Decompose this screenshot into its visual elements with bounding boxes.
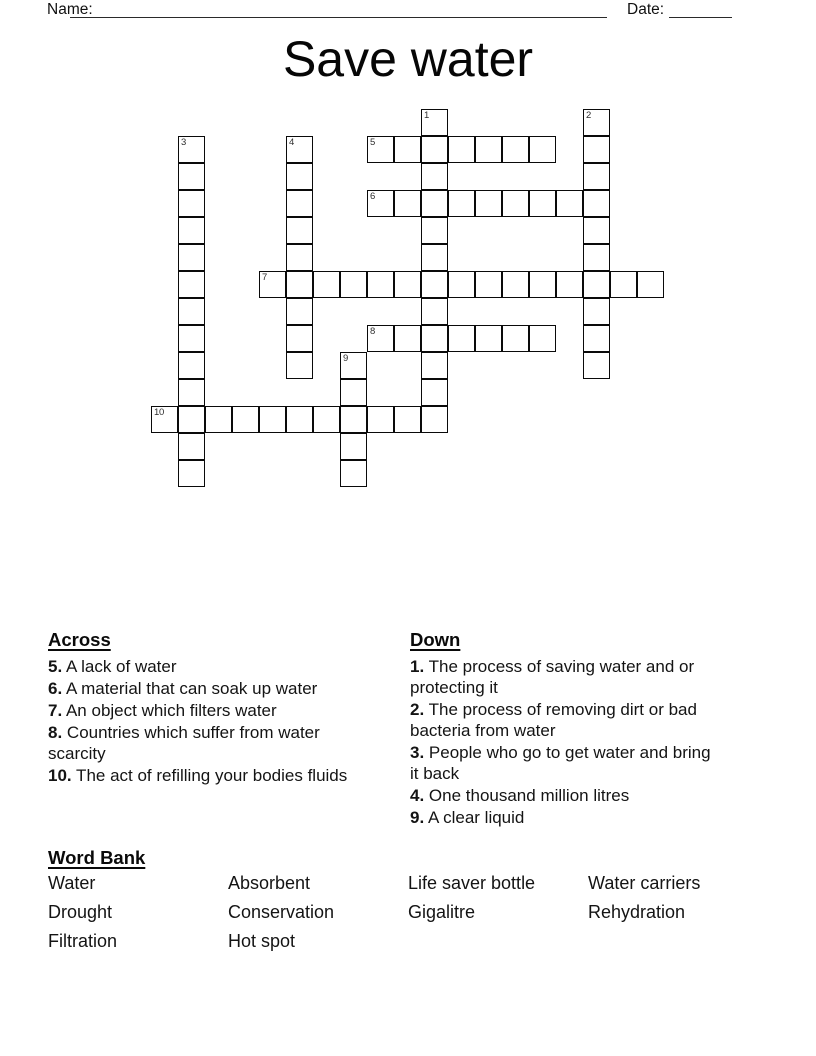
grid-cell <box>421 163 448 190</box>
grid-cell <box>286 217 313 244</box>
crossword-grid <box>151 109 664 487</box>
grid-cell <box>394 190 421 217</box>
word-bank-word: Life saver bottle <box>408 873 536 893</box>
grid-cell <box>475 190 502 217</box>
grid-cell <box>529 271 556 298</box>
grid-cell <box>286 298 313 325</box>
grid-cell-number: 3 <box>181 136 186 148</box>
grid-cell <box>421 271 448 298</box>
grid-cell <box>394 136 421 163</box>
grid-cell <box>367 325 394 352</box>
grid-cell <box>340 433 367 460</box>
grid-cell <box>178 406 205 433</box>
grid-cell <box>583 190 610 217</box>
down-clue-3 <box>410 742 712 784</box>
grid-cell <box>178 271 205 298</box>
grid-cell <box>583 163 610 190</box>
grid-cell <box>583 352 610 379</box>
grid-cell <box>610 271 637 298</box>
date-label: Date: <box>627 1 665 18</box>
grid-cell <box>583 271 610 298</box>
grid-cell <box>448 271 475 298</box>
across-clue-8 <box>48 722 362 764</box>
grid-cell <box>502 271 529 298</box>
grid-cell-number: 8 <box>370 325 375 337</box>
grid-cell <box>556 190 583 217</box>
grid-cell <box>529 325 556 352</box>
grid-cell <box>421 109 448 136</box>
grid-cell <box>259 271 286 298</box>
word-bank <box>48 869 768 969</box>
grid-cell <box>178 244 205 271</box>
grid-cell <box>286 190 313 217</box>
grid-cell <box>583 298 610 325</box>
grid-cell <box>313 271 340 298</box>
grid-cell <box>205 406 232 433</box>
word-bank-word: Hot spot <box>228 931 296 951</box>
grid-cell <box>340 271 367 298</box>
grid-cell <box>286 244 313 271</box>
grid-cell <box>421 190 448 217</box>
word-bank-column <box>408 869 535 927</box>
clue-text: Countries which suffer from water scarcity <box>48 723 320 763</box>
grid-cell <box>340 460 367 487</box>
down-heading: Down <box>410 629 461 650</box>
grid-cell <box>259 406 286 433</box>
clue-text: The act of refilling your bodies fluids <box>71 766 348 785</box>
across-heading: Across <box>48 629 111 650</box>
grid-cell <box>286 352 313 379</box>
grid-cell <box>394 406 421 433</box>
word-bank-word: Absorbent <box>228 873 311 893</box>
grid-cell <box>529 190 556 217</box>
clue-number: 4. <box>410 786 425 805</box>
word-bank-word: Rehydration <box>588 902 686 922</box>
across-clue-10 <box>48 765 362 786</box>
clue-text: A lack of water <box>62 657 177 676</box>
grid-cell <box>232 406 259 433</box>
grid-cell <box>421 136 448 163</box>
grid-cell <box>286 406 313 433</box>
grid-cell <box>448 136 475 163</box>
clue-number: 10. <box>48 766 72 785</box>
grid-cell <box>178 163 205 190</box>
grid-cell <box>178 352 205 379</box>
clue-number: 8. <box>48 723 63 742</box>
grid-cell-number: 9 <box>343 352 348 364</box>
down-clue-list <box>410 656 712 828</box>
grid-cell <box>286 325 313 352</box>
grid-cell-number: 7 <box>262 271 267 283</box>
grid-cell <box>448 325 475 352</box>
clue-number: 2. <box>410 700 425 719</box>
name-blank-line <box>70 2 607 18</box>
grid-cell <box>340 379 367 406</box>
grid-cell-number: 6 <box>370 190 375 202</box>
word-bank-word: Conservation <box>228 902 335 922</box>
clue-number: 7. <box>48 701 63 720</box>
clue-number: 1. <box>410 657 425 676</box>
grid-cell <box>421 325 448 352</box>
grid-cell <box>502 136 529 163</box>
word-bank-column <box>48 869 117 956</box>
clue-text: A material that can soak up water <box>62 679 318 698</box>
grid-cell <box>583 109 610 136</box>
down-clue-4 <box>410 785 712 806</box>
grid-cell <box>286 271 313 298</box>
grid-cell <box>421 352 448 379</box>
down-clue-2 <box>410 699 712 741</box>
clue-number: 3. <box>410 743 425 762</box>
grid-cell <box>421 217 448 244</box>
word-bank-word: Water <box>48 873 96 893</box>
grid-cell <box>313 406 340 433</box>
grid-cell <box>178 190 205 217</box>
down-clue-9 <box>410 807 712 828</box>
clue-text: The process of removing dirt or bad bacteria from water <box>410 700 697 740</box>
grid-cell <box>151 406 178 433</box>
word-bank-column <box>228 869 334 956</box>
grid-cell-number: 4 <box>289 136 294 148</box>
grid-cell <box>394 325 421 352</box>
grid-cell <box>178 136 205 163</box>
grid-cell <box>475 136 502 163</box>
grid-cell <box>529 136 556 163</box>
across-clue-6 <box>48 678 362 699</box>
grid-cell <box>394 271 421 298</box>
across-clue-list <box>48 656 362 786</box>
word-bank-word: Gigalitre <box>408 902 476 922</box>
clue-text: People who go to get water and bring it back <box>410 743 711 783</box>
clue-text: An object which filters water <box>62 701 277 720</box>
grid-cell <box>637 271 664 298</box>
grid-cell-number: 2 <box>586 109 591 121</box>
grid-cell <box>340 406 367 433</box>
grid-cell <box>340 352 367 379</box>
grid-cell <box>583 325 610 352</box>
across-section <box>48 629 362 787</box>
grid-cell <box>367 136 394 163</box>
grid-cell <box>448 190 475 217</box>
grid-cell <box>556 271 583 298</box>
word-bank-word: Filtration <box>48 931 118 951</box>
grid-cell <box>583 244 610 271</box>
grid-cell <box>475 271 502 298</box>
grid-cell <box>178 433 205 460</box>
clue-text: A clear liquid <box>424 808 525 827</box>
clue-number: 5. <box>48 657 63 676</box>
clue-text: One thousand million litres <box>424 786 630 805</box>
grid-cell <box>421 298 448 325</box>
grid-cell <box>421 406 448 433</box>
across-clue-7 <box>48 700 362 721</box>
grid-cell <box>421 379 448 406</box>
grid-cell <box>583 217 610 244</box>
grid-cell-number: 1 <box>424 109 429 121</box>
grid-cell <box>502 325 529 352</box>
clue-text: The process of saving water and or protecting it <box>410 657 695 697</box>
word-bank-heading: Word Bank <box>48 847 146 868</box>
grid-cell <box>178 379 205 406</box>
grid-cell <box>367 190 394 217</box>
grid-cell <box>475 325 502 352</box>
grid-cell-number: 10 <box>154 406 164 418</box>
name-label: Name: <box>47 1 93 18</box>
down-clue-1 <box>410 656 712 698</box>
grid-cell <box>286 163 313 190</box>
grid-cell <box>367 406 394 433</box>
grid-cell <box>178 298 205 325</box>
grid-cell <box>502 190 529 217</box>
clue-number: 9. <box>410 808 425 827</box>
clue-number: 6. <box>48 679 63 698</box>
date-blank-line <box>669 2 732 18</box>
grid-cell <box>583 136 610 163</box>
word-bank-word: Water carriers <box>588 873 701 893</box>
worksheet-title: Save water <box>282 31 534 87</box>
grid-cell <box>178 460 205 487</box>
grid-cell <box>286 136 313 163</box>
word-bank-column <box>588 869 700 927</box>
down-section <box>410 629 712 829</box>
across-clue-5 <box>48 656 362 677</box>
grid-cell <box>178 217 205 244</box>
grid-cell-number: 5 <box>370 136 375 148</box>
word-bank-word: Drought <box>48 902 113 922</box>
grid-cell <box>178 325 205 352</box>
grid-cell <box>367 271 394 298</box>
grid-cell <box>421 244 448 271</box>
